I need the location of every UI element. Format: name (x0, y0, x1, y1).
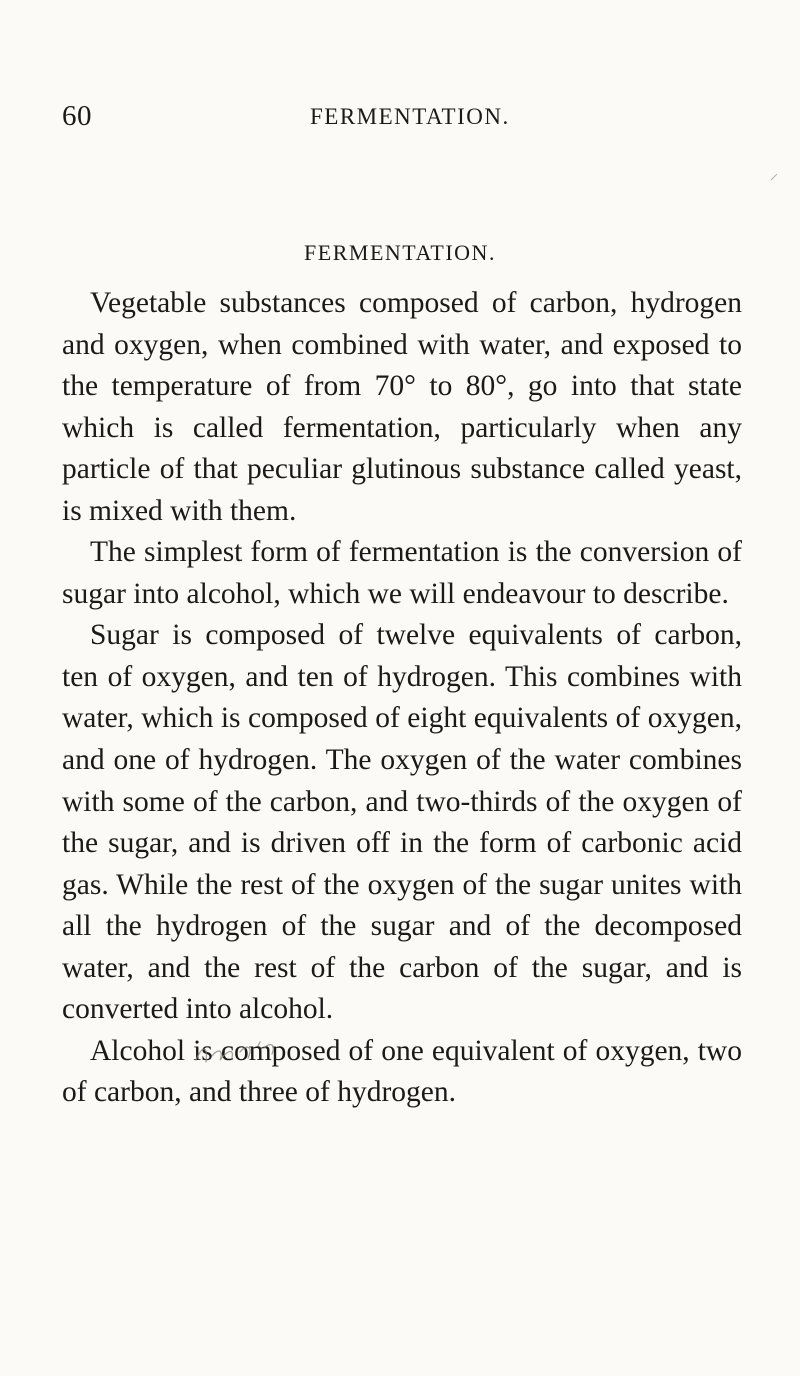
section-heading: FERMENTATION. (304, 240, 496, 265)
paragraph-4: Alcohol is composed of one equivalent of oxygen, two of carbon, and three of hydrogen. (62, 1034, 742, 1109)
body-text (62, 283, 742, 1114)
page-number: 60 (62, 100, 92, 132)
handwritten-annotation (188, 1038, 288, 1068)
paragraph-2: The simplest form of fermentation is the conversion of sugar into alcohol, which we will endeavour to describe. (62, 536, 742, 610)
paragraph-3: Sugar is composed of twelve equivalents of carbon, ten of oxygen, and ten of hydrogen. This combines with water, which is composed of eight equivalents of oxygen, and one of hydrogen. The oxygen of the water combines with some of the carbon, and two-thirds of the oxygen of the sugar, and is driven off in the form of carbonic acid gas. While the rest of the oxygen of the sugar unites with all the hydrogen of the sugar and of the decomposed water, and the rest of the carbon of the sugar, and is converted into alcohol. (62, 619, 742, 1026)
paper-blemish (770, 168, 778, 176)
running-title: FERMENTATION. (310, 104, 510, 129)
paragraph-1: Vegetable substances composed of carbon, hydrogen and oxygen, when combined with water, and exposed to the temperature of from 70° to 80°, go into that state which is called fermentation, particularly when any particle of that peculiar glutinous substance called yeast, is mixed with them. (62, 287, 742, 527)
running-head (62, 100, 742, 140)
